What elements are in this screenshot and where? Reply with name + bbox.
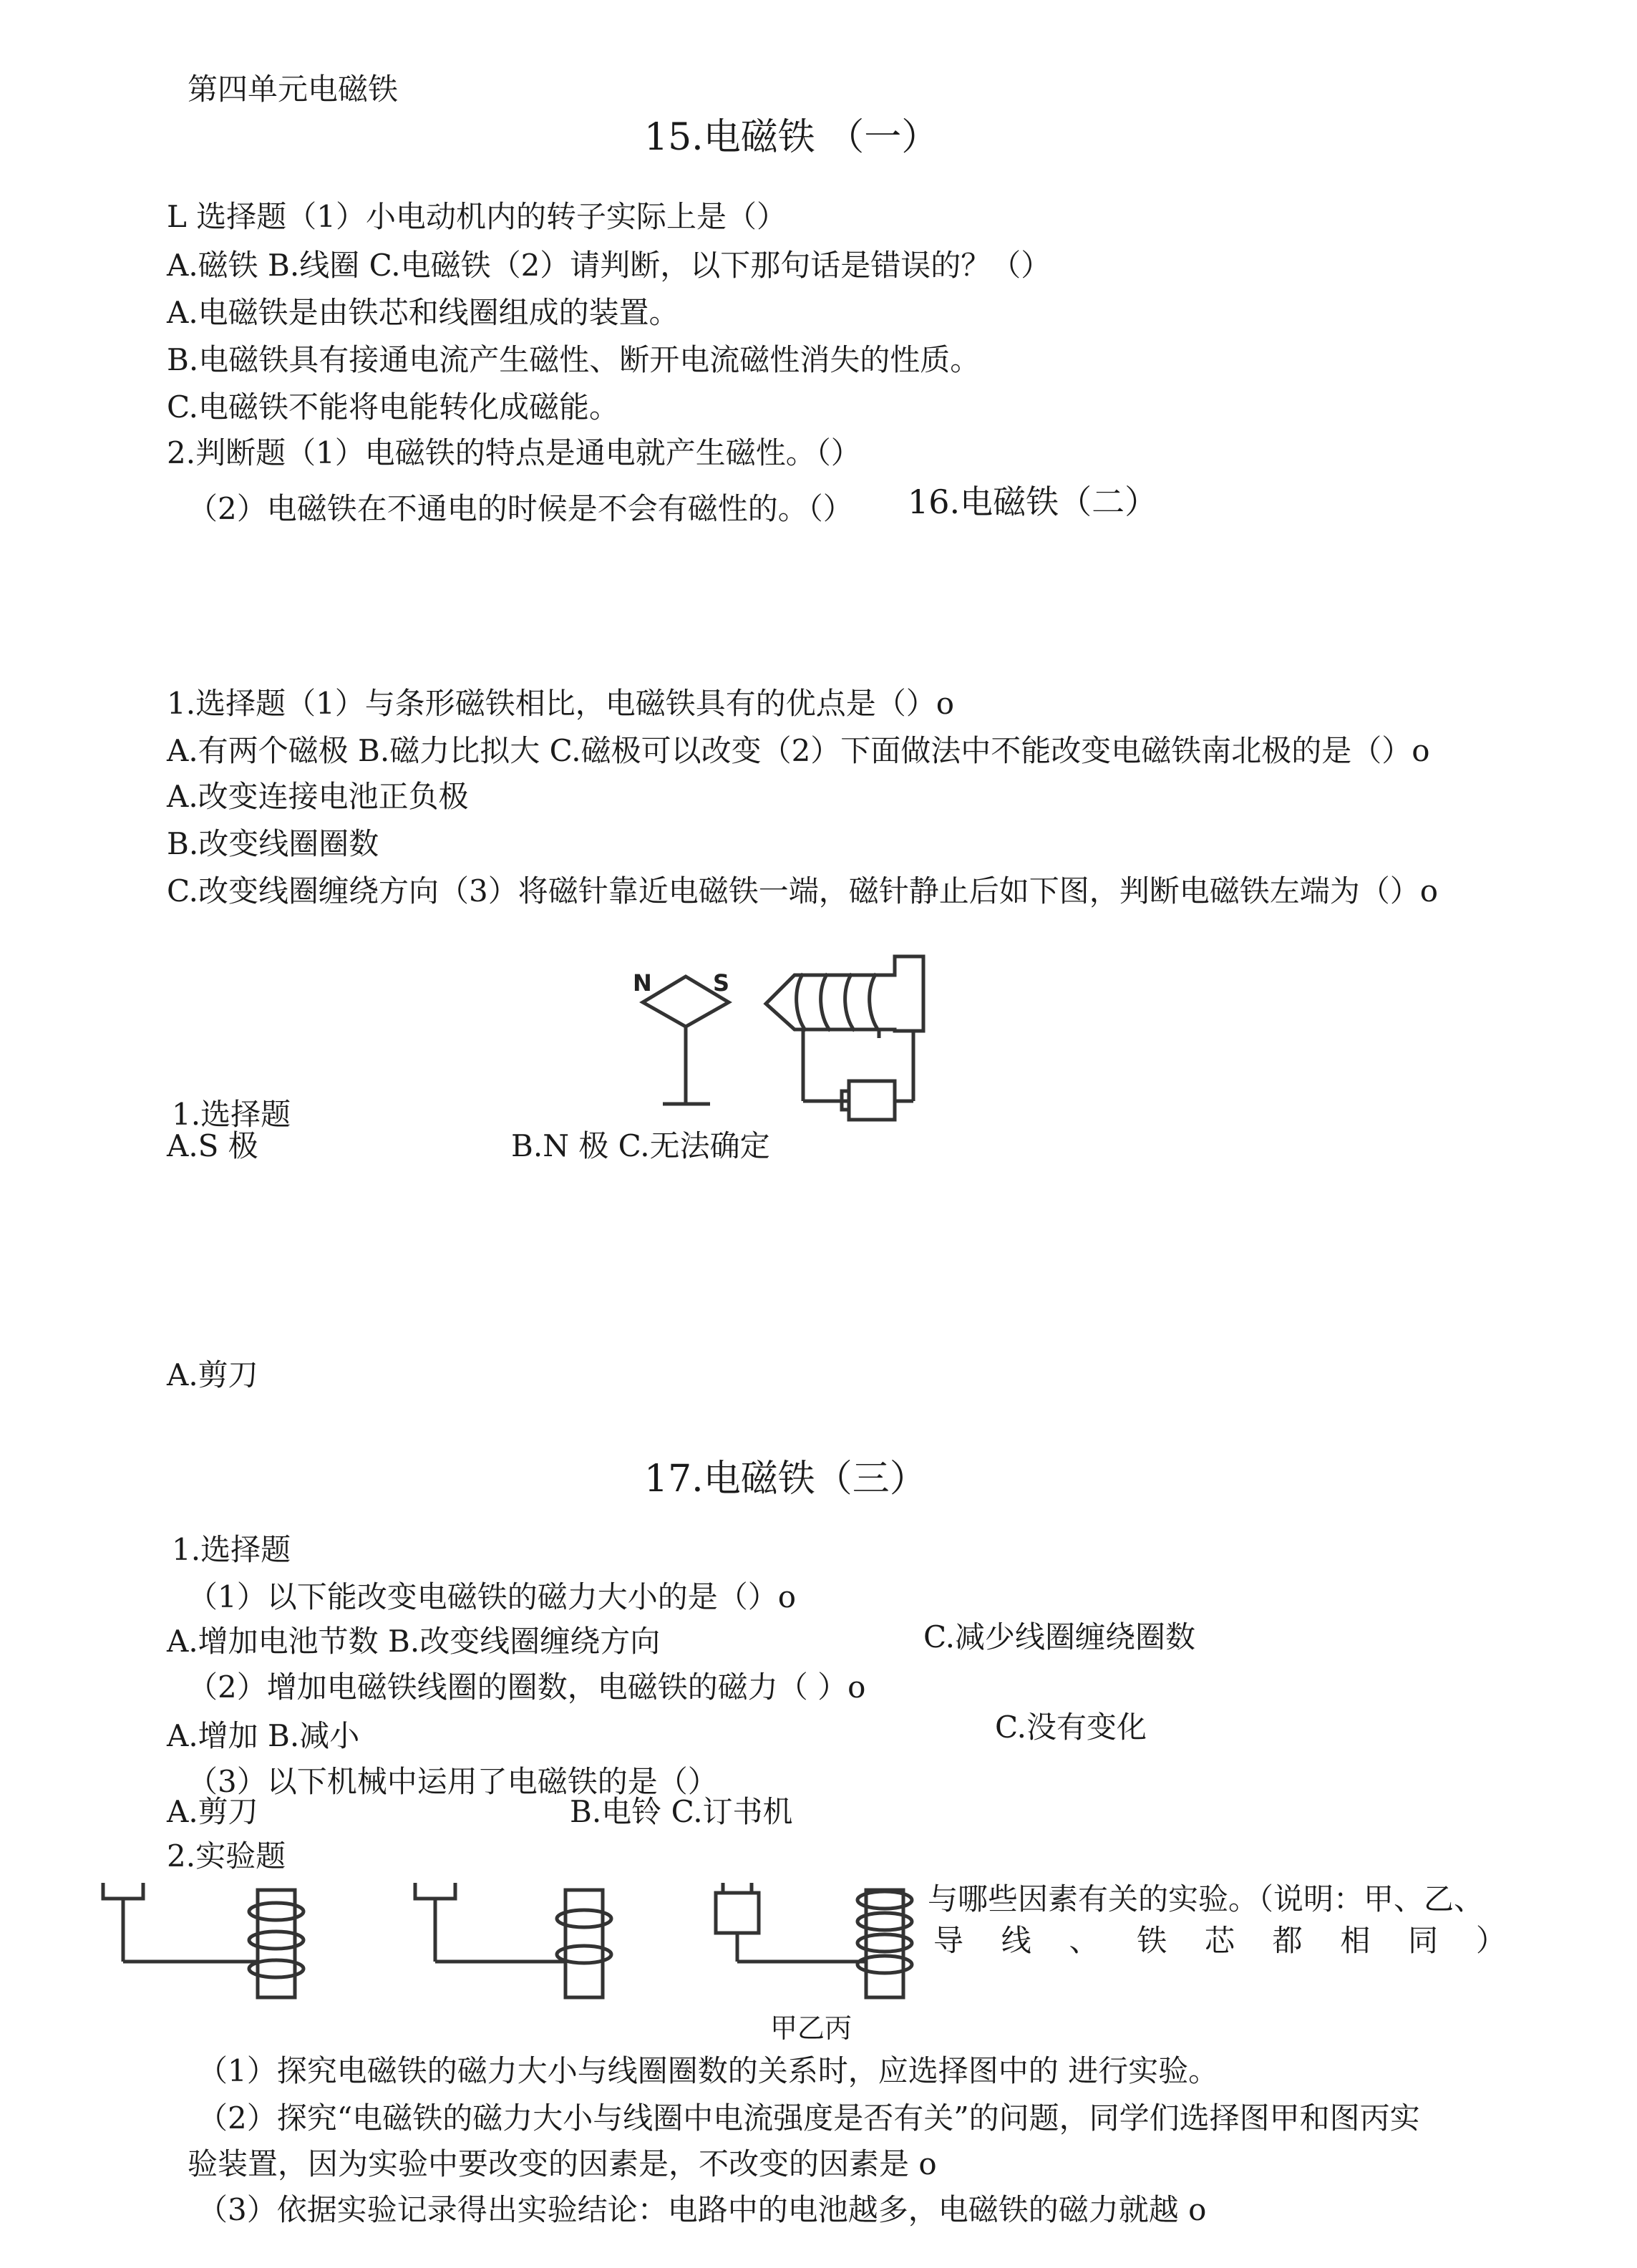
s17-experiment-intro: 与哪些因素有关的实验。（说明：甲、乙、 — [928, 1881, 1485, 1916]
s17-question-1: （1）以下能改变电磁铁的磁力大小的是（）o — [188, 1579, 797, 1614]
apparatus-yi-icon — [415, 1883, 611, 1997]
s15-question-1: L 选择题（1）小电动机内的转子实际上是（） — [167, 199, 787, 234]
s17-q1-option-ab: A.增加电池节数 B.改变线圈缠绕方向 — [167, 1624, 661, 1659]
s15-options-q2: A.磁铁 B.线圈 C.电磁铁（2）请判断，以下那句话是错误的？（） — [167, 248, 1051, 283]
note-char: 相 — [1340, 1923, 1371, 1958]
s17-experiment-note — [933, 1923, 1506, 1958]
s17-select-label: 1.选择题 — [172, 1532, 291, 1567]
note-char: ） — [1475, 1923, 1506, 1958]
figure-label-s: S — [713, 969, 730, 997]
s16-options-q2: A.有两个磁极 B.磁力比拟大 C.磁极可以改变（2）下面做法中不能改变电磁铁南北极的是（）o — [167, 733, 1430, 768]
s16-q2-option-a: A.改变连接电池正负极 — [167, 779, 469, 814]
section-16-title: 16.电磁铁（二） — [908, 483, 1158, 521]
s17-q2-option-c: C.没有变化 — [995, 1710, 1147, 1745]
note-char: 导 — [933, 1923, 964, 1958]
s17-experiment-q2-line2: 验装置，因为实验中要改变的因素是，不改变的因素是 o — [188, 2146, 937, 2181]
s17-experiment-q2-line1: （2）探究“电磁铁的磁力大小与线圈中电流强度是否有关”的问题，同学们选择图甲和图丙实 — [198, 2100, 1420, 2136]
note-char: 都 — [1272, 1923, 1303, 1958]
s17-question-3: （3）以下机械中运用了电磁铁的是（） — [188, 1764, 718, 1799]
s16-stray-option: A.剪刀 — [167, 1357, 258, 1392]
electromagnet-icon — [766, 956, 923, 1101]
section-17-title: 17.电磁铁（三） — [644, 1458, 927, 1501]
s17-question-2: （2）增加电磁铁线圈的圈数，电磁铁的磁力（ ）o — [188, 1670, 866, 1705]
s16-q3-option-a: A.S 极 — [167, 1128, 258, 1163]
s17-experiment-q3: （3）依据实验记录得出实验结论：电路中的电池越多，电磁铁的磁力就越 o — [198, 2192, 1207, 2227]
note-char: 铁 — [1137, 1923, 1167, 1958]
experiment-apparatus-figure — [93, 1876, 952, 2019]
s16-q3-option-bc: B.N 极 C.无法确定 — [511, 1128, 770, 1163]
s17-experiment-label: 2.实验题 — [167, 1838, 286, 1874]
battery-icon — [842, 1081, 895, 1120]
s15-option-c: C.电磁铁不能将电能转化成磁能。 — [167, 389, 619, 425]
s17-q2-option-ab: A.增加 B.减小 — [167, 1718, 360, 1753]
figure-label-n: N — [633, 969, 652, 997]
s15-judge-1: 2.判断题（1）电磁铁的特点是通电就产生磁性。（） — [167, 435, 861, 470]
s17-q3-option-a: A.剪刀 — [167, 1794, 258, 1829]
figure-caption: 甲乙丙 — [770, 2012, 852, 2044]
s17-q1-option-c: C.减少线圈缠绕圈数 — [923, 1619, 1195, 1654]
s16-question-1: 1.选择题（1）与条形磁铁相比，电磁铁具有的优点是（）o — [167, 686, 955, 721]
compass-electromagnet-figure — [623, 945, 1009, 1124]
note-char: 芯 — [1204, 1923, 1235, 1958]
apparatus-jia-icon — [103, 1883, 303, 1997]
s16-q2-option-b: B.改变线圈圈数 — [167, 826, 379, 861]
s17-experiment-q1: （1）探究电磁铁的磁力大小与线圈圈数的关系时，应选择图中的 进行实验。 — [198, 2053, 1219, 2088]
section-15-title: 15.电磁铁 （一） — [644, 116, 939, 159]
note-char: 线 — [1001, 1923, 1031, 1958]
unit-title: 第四单元电磁铁 — [188, 72, 399, 107]
s15-option-a: A.电磁铁是由铁芯和线圈组成的装置。 — [167, 295, 679, 330]
apparatus-bing-icon — [716, 1883, 912, 1997]
compass-needle-icon — [643, 976, 729, 1104]
s17-q3-option-bc: B.电铃 C.订书机 — [570, 1794, 793, 1829]
s15-option-b: B.电磁铁具有接通电流产生磁性、断开电流磁性消失的性质。 — [167, 342, 981, 377]
s16-q2-option-c-q3: C.改变线圈缠绕方向（3）将磁针靠近电磁铁一端，磁针静止后如下图，判断电磁铁左端为（）o — [167, 873, 1438, 908]
note-char: 、 — [1069, 1923, 1099, 1958]
note-char: 同 — [1408, 1923, 1439, 1958]
s16-select-label: 1.选择题 — [172, 1097, 291, 1132]
s15-judge-2: （2）电磁铁在不通电的时候是不会有磁性的。（） — [188, 491, 853, 526]
